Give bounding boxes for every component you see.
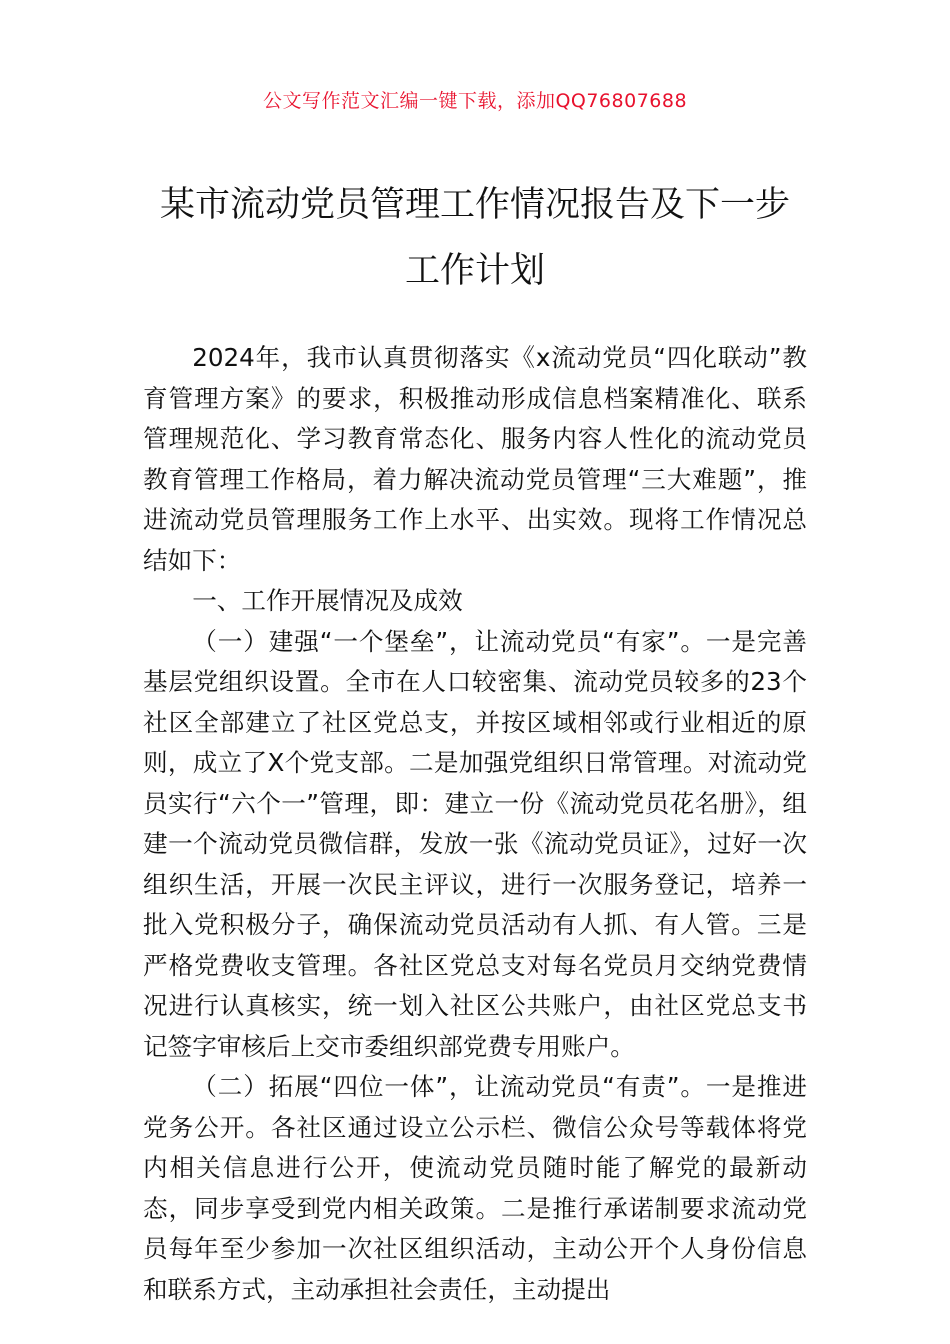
intro-paragraph: 2024年，我市认真贯彻落实《x流动党员“四化联动”教育管理方案》的要求，积极推动形成信息档案精准化、联系管理规范化、学习教育常态化、服务内容人性化的流动党员教育管理工作格局，着力解决流动党员管理“三大难题”，推进流动党员管理服务工作上水平、出实效。现将工作情况总结如下： bbox=[143, 343, 807, 575]
document-body bbox=[143, 338, 807, 1310]
subsection-2-paragraph: （二）拓展“四位一体”，让流动党员“有责”。一是推进党务公开。各社区通过设立公示栏、微信公众号等载体将党内相关信息进行公开，使流动党员随时能了解党的最新动态，同步享受到党内相关政策。二是推行承诺制要求流动党员每年至少参加一次社区组织活动，主动公开个人身份信息和联系方式，主动承担社会责任，主动提出 bbox=[143, 1072, 807, 1304]
subsection-1-paragraph: （一）建强“一个堡垒”，让流动党员“有家”。一是完善基层党组织设置。全市在人口较密集、流动党员较多的23个社区全部建立了社区党总支，并按区域相邻或行业相近的原则，成立了X个党支部。二是加强党组织日常管理。对流动党员实行“六个一”管理，即：建立一份《流动党员花名册》，组建一个流动党员微信群，发放一张《流动党员证》，过好一次组织生活，开展一次民主评议，进行一次服务登记，培养一批入党积极分子，确保流动党员活动有人抓、有人管。三是严格党费收支管理。各社区党总支对每名党员月交纳党费情况进行认真核实，统一划入社区公共账户，由社区党总支书记签字审核后上交市委组织部党费专用账户。 bbox=[143, 626, 807, 1061]
section-1-heading: 一、工作开展情况及成效 bbox=[192, 586, 463, 615]
document-title-line-2: 工作计划 bbox=[404, 251, 545, 291]
document-title-line-1: 某市流动党员管理工作情况报告及下一步 bbox=[159, 185, 790, 225]
download-banner: 公文写作范文汇编一键下载，添加QQ76807688 bbox=[262, 90, 688, 112]
document-title bbox=[0, 172, 950, 304]
